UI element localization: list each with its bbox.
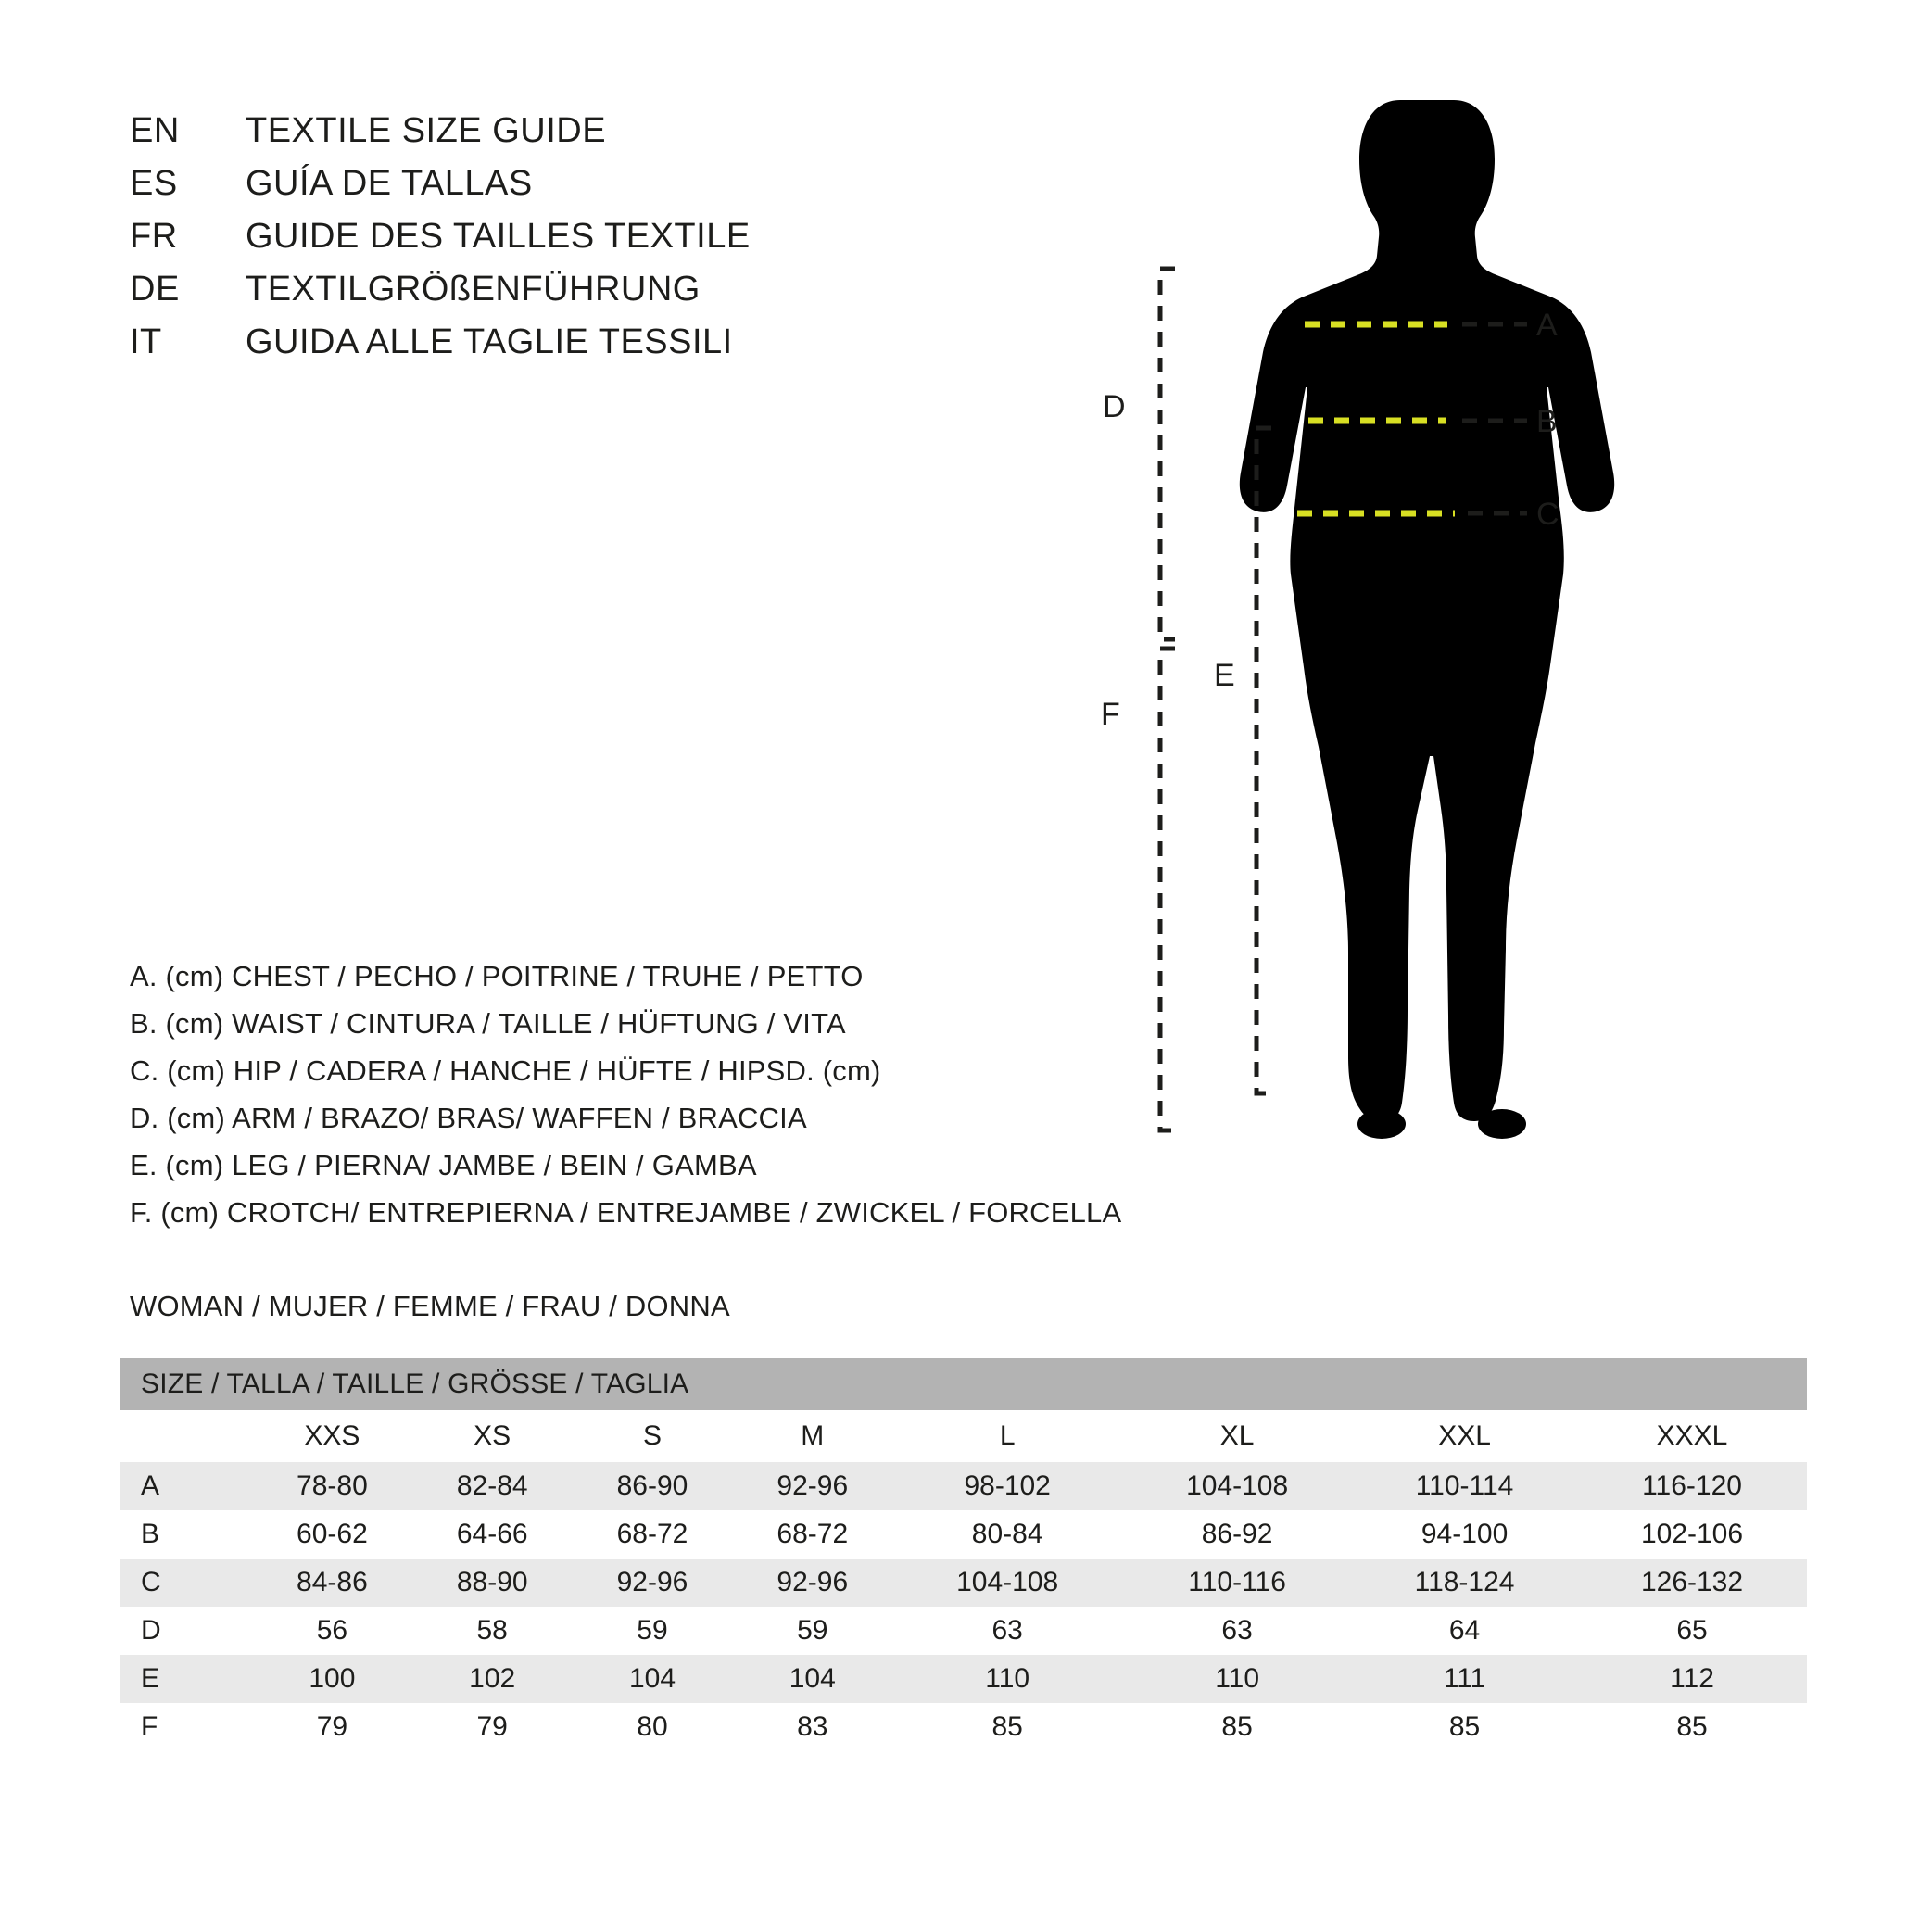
table-row [120,1559,1807,1607]
table-row [120,1703,1807,1751]
cell-f-xs: 79 [412,1703,573,1751]
cell-d-xxl: 64 [1352,1607,1577,1655]
cell-d-xxxl: 65 [1577,1607,1807,1655]
crotch-bracket [1160,649,1175,1130]
cell-f-s: 80 [573,1703,733,1751]
measurement-legend [130,960,1121,1243]
cell-b-s: 68-72 [573,1510,733,1559]
title-lang-de: DE [130,270,180,309]
title-text-de: TEXTILGRÖßENFÜHRUNG [246,270,701,309]
title-lang-it: IT [130,322,162,361]
cell-a-s: 86-90 [573,1462,733,1510]
title-row-fr [130,217,751,270]
size-col-xxl: XXL [1352,1410,1577,1462]
cell-b-xxs: 60-62 [252,1510,412,1559]
title-lang-en: EN [130,111,180,150]
legend-item-c: C. (cm) HIP / CADERA / HANCHE / HÜFTE / HIPSD. (cm) [130,1054,881,1087]
size-table [120,1358,1807,1751]
cell-e-xxxl: 112 [1577,1655,1807,1703]
size-col-l: L [892,1410,1122,1462]
size-col-xxxl: XXXL [1577,1410,1807,1462]
label-a: A [1536,308,1558,343]
cell-e-xl: 110 [1122,1655,1352,1703]
table-row [120,1655,1807,1703]
cell-d-xl: 63 [1122,1607,1352,1655]
cell-b-xs: 64-66 [412,1510,573,1559]
size-col-s: S [573,1410,733,1462]
cell-d-xxs: 56 [252,1607,412,1655]
measure-lines-svg [1149,74,1890,1205]
cell-c-xl: 110-116 [1122,1559,1352,1607]
row-key-a: A [120,1462,252,1510]
cell-b-xxxl: 102-106 [1577,1510,1807,1559]
cell-c-m: 92-96 [732,1559,892,1607]
cell-a-xs: 82-84 [412,1462,573,1510]
title-text-en: TEXTILE SIZE GUIDE [246,111,607,150]
cell-a-l: 98-102 [892,1462,1122,1510]
table-row [120,1510,1807,1559]
title-lang-es: ES [130,164,178,203]
table-header-label: SIZE / TALLA / TAILLE / GRÖSSE / TAGLIA [120,1358,1807,1410]
cell-e-xs: 102 [412,1655,573,1703]
label-c: C [1536,497,1559,532]
row-key-e: E [120,1655,252,1703]
cell-a-xxl: 110-114 [1352,1462,1577,1510]
table-header-row [120,1358,1807,1410]
body-figure-diagram [1101,74,1890,1205]
legend-item-b: B. (cm) WAIST / CINTURA / TAILLE / HÜFTUNG / VITA [130,1007,846,1040]
size-col-xs: XS [412,1410,573,1462]
row-key-d: D [120,1607,252,1655]
cell-c-l: 104-108 [892,1559,1122,1607]
cell-e-xxs: 100 [252,1655,412,1703]
label-f: F [1101,697,1120,732]
cell-c-xxl: 118-124 [1352,1559,1577,1607]
cell-f-l: 85 [892,1703,1122,1751]
cell-d-l: 63 [892,1607,1122,1655]
cell-d-xs: 58 [412,1607,573,1655]
cell-d-m: 59 [732,1607,892,1655]
legend-item-e: E. (cm) LEG / PIERNA/ JAMBE / BEIN / GAMBA [130,1149,757,1181]
cell-e-s: 104 [573,1655,733,1703]
cell-b-l: 80-84 [892,1510,1122,1559]
cell-f-xl: 85 [1122,1703,1352,1751]
label-e: E [1214,658,1235,693]
cell-b-xxl: 94-100 [1352,1510,1577,1559]
size-col-m: M [732,1410,892,1462]
size-col-xxs: XXS [252,1410,412,1462]
arm-bracket [1160,269,1175,639]
cell-f-m: 83 [732,1703,892,1751]
cell-f-xxl: 85 [1352,1703,1577,1751]
label-d: D [1103,389,1126,424]
woman-silhouette-icon [1240,100,1614,1139]
legend-item-d: D. (cm) ARM / BRAZO/ BRAS/ WAFFEN / BRACCIA [130,1102,807,1134]
group-label: WOMAN / MUJER / FEMME / FRAU / DONNA [130,1290,730,1322]
size-col-xl: XL [1122,1410,1352,1462]
cell-e-xxl: 111 [1352,1655,1577,1703]
title-row-it [130,322,751,375]
cell-b-m: 68-72 [732,1510,892,1559]
sizes-row-corner [120,1410,252,1462]
cell-c-xxxl: 126-132 [1577,1559,1807,1607]
row-key-f: F [120,1703,252,1751]
cell-c-xxs: 84-86 [252,1559,412,1607]
cell-d-s: 59 [573,1607,733,1655]
cell-a-xxxl: 116-120 [1577,1462,1807,1510]
legend-item-a: A. (cm) CHEST / PECHO / POITRINE / TRUHE / PETTO [130,960,864,992]
cell-b-xl: 86-92 [1122,1510,1352,1559]
table-row [120,1462,1807,1510]
cell-f-xxxl: 85 [1577,1703,1807,1751]
row-key-b: B [120,1510,252,1559]
title-lang-fr: FR [130,217,178,256]
table-sizes-row [120,1410,1807,1462]
cell-a-m: 92-96 [732,1462,892,1510]
cell-f-xxs: 79 [252,1703,412,1751]
cell-a-xxs: 78-80 [252,1462,412,1510]
table-row [120,1607,1807,1655]
title-text-fr: GUIDE DES TAILLES TEXTILE [246,217,751,256]
row-key-c: C [120,1559,252,1607]
cell-e-m: 104 [732,1655,892,1703]
title-text-es: GUÍA DE TALLAS [246,164,533,203]
cell-a-xl: 104-108 [1122,1462,1352,1510]
cell-c-xs: 88-90 [412,1559,573,1607]
cell-e-l: 110 [892,1655,1122,1703]
label-b: B [1536,404,1558,439]
title-row-es [130,164,751,217]
title-row-en [130,111,751,164]
legend-item-f: F. (cm) CROTCH/ ENTREPIERNA / ENTREJAMBE / ZWICKEL / FORCELLA [130,1196,1122,1229]
title-block [130,111,751,375]
title-row-de [130,270,751,322]
leg-bracket [1256,428,1271,1093]
title-text-it: GUIDA ALLE TAGLIE TESSILI [246,322,733,361]
cell-c-s: 92-96 [573,1559,733,1607]
